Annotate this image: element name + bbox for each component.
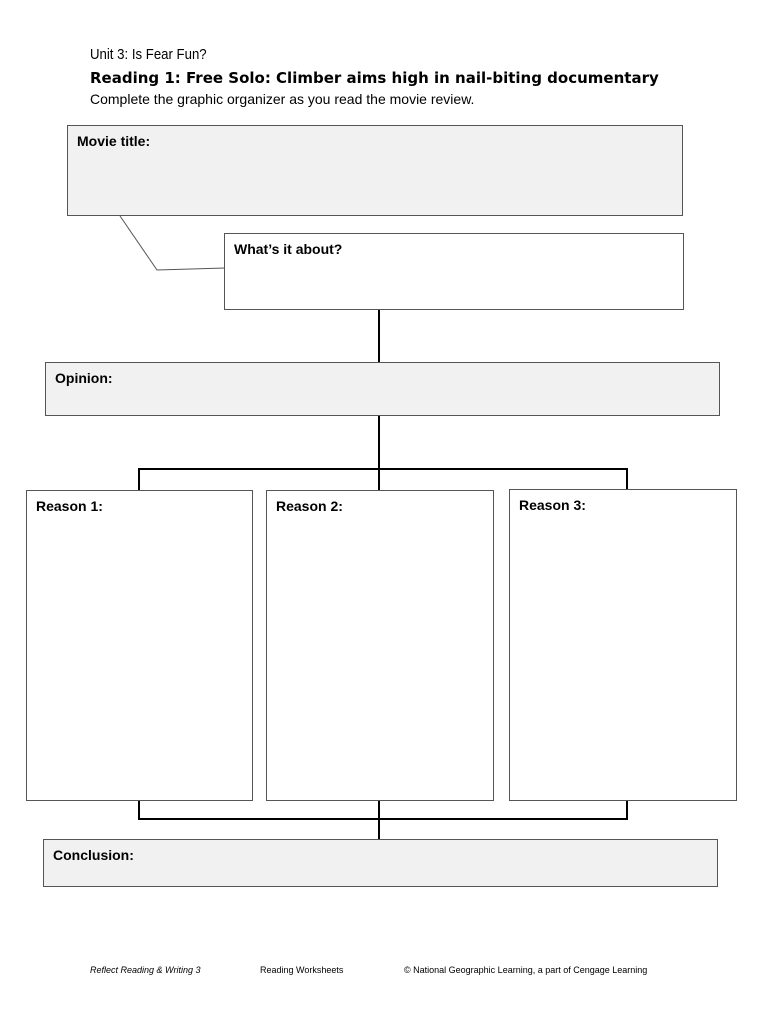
unit-title: Unit 3: Is Fear Fun? [90,46,207,63]
reason-2-box[interactable] [266,490,494,801]
reason-3-box[interactable] [509,489,737,801]
about-box[interactable] [224,233,684,310]
movie-title-label: Movie title: [77,133,151,149]
opinion-box[interactable] [45,362,720,416]
reasons-top-branch [139,469,627,490]
footer-book-title: Reflect Reading & Writing 3 [90,965,201,975]
reason-2-label: Reason 2: [276,498,343,514]
footer-copyright: © National Geographic Learning, a part of Cengage Learning [404,965,648,975]
opinion-label: Opinion: [55,370,113,386]
conclusion-box[interactable] [43,839,718,887]
reason-3-label: Reason 3: [519,497,586,513]
conclusion-label: Conclusion: [53,847,134,863]
reason-1-box[interactable] [26,490,253,801]
reason-1-label: Reason 1: [36,498,103,514]
reasons-bottom-branch [139,801,627,819]
about-label: What’s it about? [234,241,343,257]
instructions: Complete the graphic organizer as you read the movie review. [90,91,475,107]
footer-section: Reading Worksheets [260,965,344,975]
title-callout-line [120,216,225,270]
movie-title-box[interactable] [67,125,683,216]
reading-title: Reading 1: Free Solo: Climber aims high in nail-biting documentary [90,69,659,87]
